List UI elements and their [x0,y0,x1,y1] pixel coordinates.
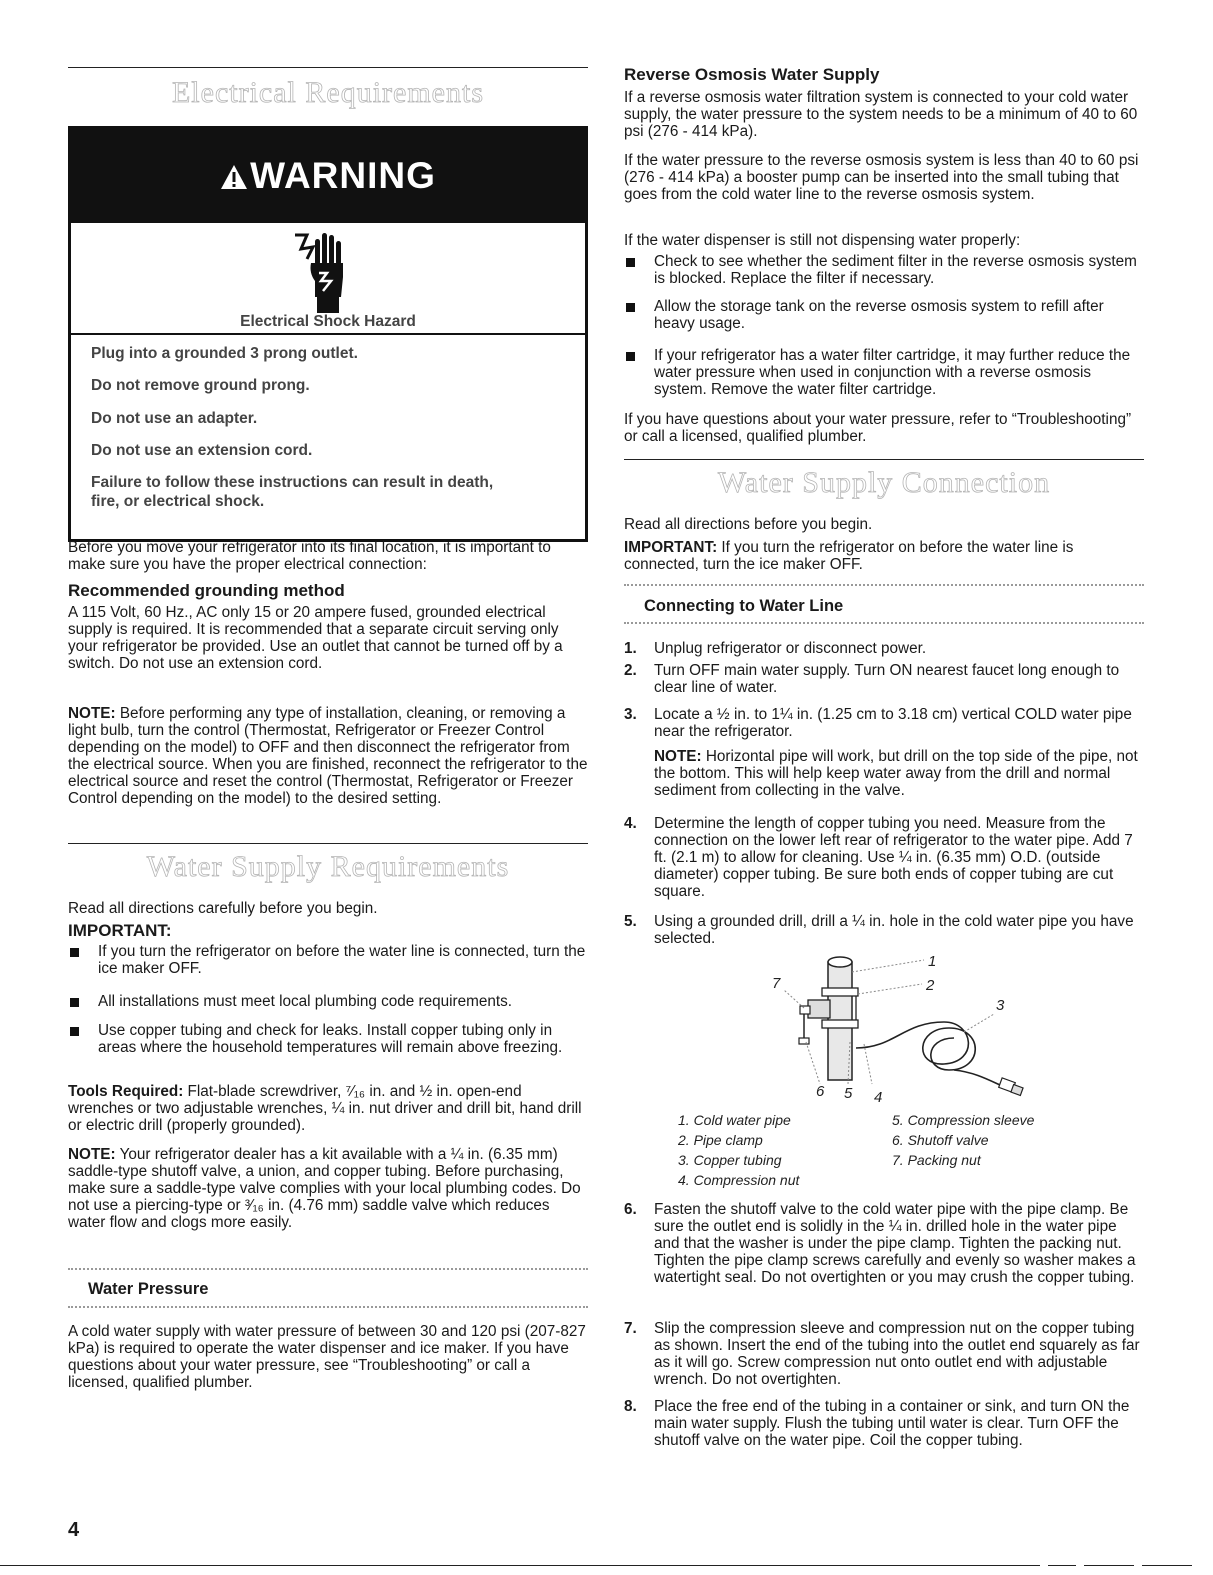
step-text: Using a grounded drill, drill a ¼ in. hole in the cold water pipe you have selected. [654,913,1134,947]
step-note [654,748,1144,799]
ro-paragraph: If you have questions about your water pressure, refer to “Troubleshooting” or call a licensed, qualified plumber. [624,411,1132,445]
bullet-icon [70,1027,79,1036]
warning-title: WARNING [220,155,436,196]
figure-caption: 5. Compression sleeve [892,1112,1035,1128]
warning-triangle-icon [220,164,248,190]
bullet-icon [70,998,79,1007]
water-pressure-heading: Water Pressure [88,1280,209,1298]
tools-required [68,1083,588,1134]
callout-2: 2 [926,977,935,994]
electrical-note [68,705,588,807]
bullet-icon [626,303,635,312]
tools-label: Tools Required: [68,1083,184,1100]
water-supply-requirements-title: Water Supply Requirements [146,850,510,883]
connecting-heading: Connecting to Water Line [644,597,844,615]
callout-5: 5 [844,1085,853,1102]
ro-bullet-item: Allow the storage tank on the reverse osmosis system to refill after heavy usage. [654,298,1104,332]
water-line-connection-diagram [744,952,1064,1112]
warning-line: Do not use an extension cord. [91,442,313,459]
electrical-shock-hand-icon [293,229,353,321]
bullet-icon [626,258,635,267]
callout-1: 1 [928,953,937,970]
bullet-icon [70,948,79,957]
section-divider [68,843,588,844]
water-supply-connection-title: Water Supply Connection [717,466,1051,499]
step-number: 6. [624,1201,637,1218]
read-all-directions: Read all directions carefully before you begin. [68,900,378,917]
step-number: 8. [624,1398,637,1415]
warning-box [68,126,588,542]
callout-leaders [784,960,994,1084]
warning-line: Plug into a grounded 3 prong outlet. [91,345,358,362]
warning-failure-line: fire, or electrical shock. [91,493,265,510]
important-label: IMPORTANT: [624,539,718,556]
step-number: 4. [624,815,637,832]
hazard-title: Electrical Shock Hazard [240,313,416,330]
warning-line: Do not use an adapter. [91,410,258,427]
section-divider [624,459,1144,460]
step-text: Turn OFF main water supply. Turn ON nearest faucet long enough to clear line of water. [654,662,1120,696]
electrical-intro: Before you move your refrigerator into its final location, it is important to make sure you have the proper electrical connection: [68,539,551,573]
grounding-heading: Recommended grounding method [68,581,345,600]
tools-text: Flat-blade screwdriver, ⁷⁄₁₆ in. and ½ in. open-end wrenches or two adjustable wrenches, ¼ in. nut driver and drill bit, hand drill or electric drill (properly grounded). [68,1083,582,1134]
step-number: 2. [624,662,637,679]
ro-paragraph: If the water dispenser is still not dispensing water properly: [624,232,1021,249]
step-number: 1. [624,640,637,657]
callout-4: 4 [874,1089,883,1106]
dotted-divider [68,1268,588,1270]
reverse-osmosis-heading: Reverse Osmosis Water Supply [624,65,880,84]
kit-note [68,1146,588,1231]
bullet-item: If you turn the refrigerator on before the water line is connected, turn the ice maker OFF. [98,943,586,977]
grounding-text: A 115 Volt, 60 Hz., AC only 15 or 20 ampere fused, grounded electrical supply is required. It is recommended that a separate circuit serving only your refrigerator be provided. Use an outlet that cannot be turned off by a switch. Do not use an extension cord. [68,604,563,672]
page-number: 4 [68,1519,80,1541]
dotted-divider [624,622,1144,624]
figure-caption: 7. Packing nut [892,1152,981,1168]
step-text: Determine the length of copper tubing you need. Measure from the connection on the lower left rear of refrigerator to the water pipe. Add 7 ft. (2.1 m) to allow for cleaning. Use ¼ in. (6.35 mm) O.D. (outside diameter) copper tubing. Be sure both ends of copper tubing are cut square. [654,815,1133,900]
step-text: Fasten the shutoff valve to the cold water pipe with the pipe clamp. Be sure the outlet end is solidly in the ¼ in. drilled hole in the water pipe and that the washer is under the pipe clamp. Tighten the packing nut. Tighten the pipe clamp screws carefully and evenly so washer makes a watertight seal. Do not overtighten or you may crush the copper tubing. [654,1201,1136,1286]
copper-tubing-illustration [856,1022,1023,1095]
ro-bullet-item: Check to see whether the sediment filter in the reverse osmosis system is blocked. Replace the filter if necessary. [654,253,1137,287]
bullet-item: All installations must meet local plumbing code requirements. [98,993,513,1010]
figure-caption: 3. Copper tubing [678,1152,782,1168]
step-text: Place the free end of the tubing in a container or sink, and turn ON the main water supply. Flush the tubing until water is clear. Turn OFF the shutoff valve on the water pipe. Coil the copper tubing. [654,1398,1130,1449]
connection-important [624,539,1144,573]
figure-caption: 4. Compression nut [678,1172,800,1188]
step-number: 5. [624,913,637,930]
note-text: Your refrigerator dealer has a kit available with a ¼ in. (6.35 mm) saddle-type shutoff valve, a union, and copper tubing. Before purchasing, make sure a saddle-type valve complies with your local plumbing codes. Do not use a piercing-type or ³⁄₁₆ in. (4.76 mm) saddle valve which reduces water flow and clogs more easily. [68,1146,581,1231]
figure-caption: 1. Cold water pipe [678,1112,791,1128]
footer-rule [0,1565,1040,1566]
important-text: If you turn the refrigerator on before the water line is connected, turn the ice maker OFF. [624,539,1074,573]
callout-3: 3 [996,997,1005,1014]
bullet-item: Use copper tubing and check for leaks. Install copper tubing only in areas where the household temperatures will remain above freezing. [98,1022,563,1056]
note-label: NOTE: [68,705,116,722]
note-text: Horizontal pipe will work, but drill on the top side of the pipe, not the bottom. This will help keep water away from the drill and normal sediment from collecting in the valve. [654,748,1138,799]
warning-banner [71,129,585,223]
step-text: Locate a ½ in. to 1¼ in. (1.25 cm to 3.18 cm) vertical COLD water pipe near the refrigerator. [654,706,1132,740]
footer-rule-segment [1142,1565,1192,1566]
electrical-requirements-title: Electrical Requirements [171,76,485,109]
figure-caption: 2. Pipe clamp [678,1132,763,1148]
figure-caption: 6. Shutoff valve [892,1132,989,1148]
read-all-directions: Read all directions before you begin. [624,516,873,533]
dotted-divider [624,584,1144,586]
step-text: Slip the compression sleeve and compression nut on the copper tubing as shown. Insert the end of the tubing into the outlet end squarely as far as it will go. Screw compression nut onto outlet end with adjustable wrench. Do not overtighten. [654,1320,1140,1388]
important-label: IMPORTANT: [68,921,172,940]
step-number: 3. [624,706,637,723]
cold-water-pipe-illustration [828,957,852,1080]
note-label: NOTE: [654,748,702,765]
note-label: NOTE: [68,1146,116,1163]
footer-rule-segment [1084,1565,1134,1566]
callout-7: 7 [772,975,781,992]
step-number: 7. [624,1320,637,1337]
note-text: Before performing any type of installation, cleaning, or removing a light bulb, turn the control (Thermostat, Refrigerator or Freezer Control depending on the model) to OFF and then disconnect the refrigerator from the electrical source. When you are finished, reconnect the refrigerator to the electrical source and reset the control (Thermostat, Refrigerator or Freezer Control depending on the model) to the desired setting. [68,705,588,807]
section-divider [68,67,588,68]
dotted-divider [68,1306,588,1308]
footer-rule-segment [1048,1565,1076,1566]
warning-line: Do not remove ground prong. [91,377,310,394]
warning-failure-line: Failure to follow these instructions can result in death, [91,474,494,491]
bullet-icon [626,352,635,361]
step-text: Unplug refrigerator or disconnect power. [654,640,927,657]
water-pressure-text: A cold water supply with water pressure of between 30 and 120 psi (207-827 kPa) is required to operate the water dispenser and ice maker. If you have questions about your water pressure, see “Troubleshooting” or call a licensed, qualified plumber. [68,1323,586,1391]
ro-paragraph: If the water pressure to the reverse osmosis system is less than 40 to 60 psi (276 - 414 kPa) a booster pump can be inserted into the small tubing that goes from the cold water line to the reverse osmosis system. [624,152,1139,203]
callout-6: 6 [816,1083,825,1100]
ro-paragraph: If a reverse osmosis water filtration system is connected to your cold water supply, the water pressure to the system needs to be a minimum of 40 to 60 psi (276 - 414 kPa). [624,89,1138,140]
ro-bullet-item: If your refrigerator has a water filter cartridge, it may further reduce the water pressure when used in conjunction with a reverse osmosis system. Remove the water filter cartridge. [654,347,1131,398]
